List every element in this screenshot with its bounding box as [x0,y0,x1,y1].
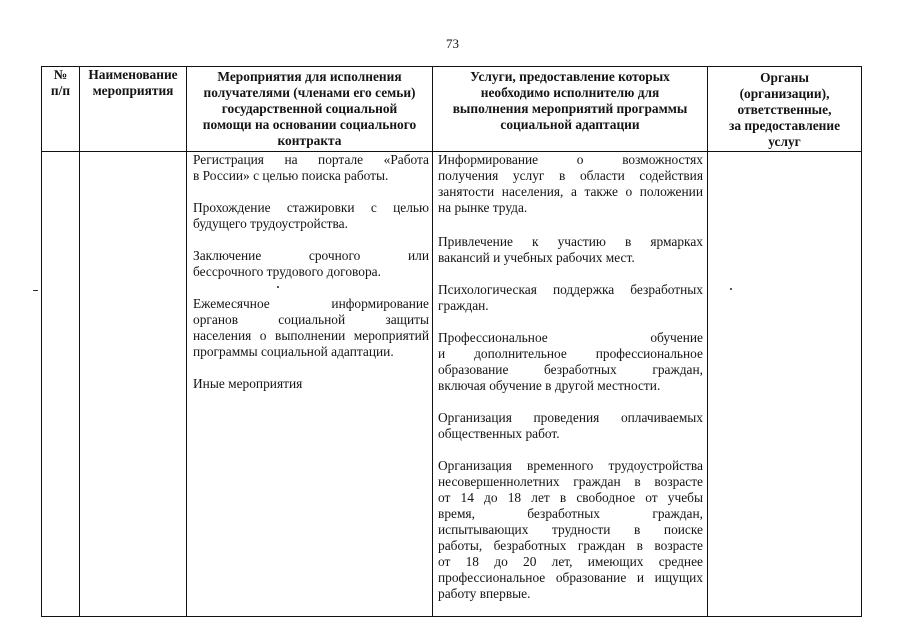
service-line: Профессиональное обучение [438,330,703,345]
activity-line: Заключение срочного или [193,248,429,263]
header-line: (организации), [739,86,830,101]
header-line: п/п [50,83,71,98]
service-line: включая обучение в другой местности. [438,378,661,393]
header-line: выполнения мероприятий программы [452,101,688,116]
service-line: на рынке труда. [438,200,528,215]
service-line: время, безработных граждан, [438,506,703,521]
header-line: услуг [768,134,801,149]
service-line: вакансий и учебных рабочих мест. [438,250,635,265]
cell-number [42,152,80,617]
activity-line: Регистрация на портале «Работа [193,152,429,167]
header-line: Услуги, предоставление которых [470,69,670,84]
header-line: Наименование [88,67,178,82]
cell-services [433,152,708,617]
service-line: и дополнительное профессиональное [438,346,703,361]
activity-line: Ежемесячное информирование [193,296,429,311]
service-line: от 18 до 20 лет, имеющих среднее [438,554,703,569]
activity-item [193,376,429,392]
cell-activities [187,152,433,617]
activity-line: будущего трудоустройства. [193,216,348,231]
service-line: работу впервые. [438,586,531,601]
activity-line: Прохождение стажировки с целью [193,200,429,215]
header-activities [187,67,433,152]
header-line: за предоставление [728,118,841,133]
service-item [438,152,703,216]
service-item [438,330,703,394]
service-line: профессиональное образование и ищущих [438,570,703,585]
service-line: граждан. [438,298,489,313]
activity-line: в России» с целью поиска работы. [193,168,389,183]
header-name [80,67,187,152]
activity-item [193,248,429,280]
header-line: помощи на основании социального [202,117,417,132]
activity-line: органов социальной защиты [193,312,429,327]
service-line: образование безработных граждан, [438,362,703,377]
activity-item [193,200,429,232]
cell-organs [708,152,862,617]
service-line: Информирование о возможностях [438,152,703,167]
header-line: необходимо исполнителю для [480,85,660,100]
header-line: № [53,67,68,82]
service-item [438,282,703,314]
service-line: работы, безработных граждан в возрасте [438,538,703,553]
service-line: Психологическая поддержка безработных [438,282,703,297]
header-line: мероприятия [92,83,174,98]
service-line: несовершеннолетних граждан в возрасте [438,474,703,489]
header-number [42,67,80,152]
cell-name [80,152,187,617]
activity-line: бессрочного трудового договора. [193,264,381,279]
page-number: 73 [446,36,459,51]
header-organs [708,67,862,152]
service-line: получения услуг в области содействия [438,168,703,183]
header-services [433,67,708,152]
service-line: Привлечение к участию в ярмарках [438,234,703,249]
scan-speck [33,290,38,291]
header-line: Органы [760,70,809,85]
service-line: испытывающих трудности в поиске [438,522,703,537]
header-line: ответственные, [737,102,832,117]
service-line: Организация временного трудоустройства [438,458,703,473]
service-line: Организация проведения оплачиваемых [438,410,703,425]
service-line: общественных работ. [438,426,560,441]
activity-item [193,296,429,360]
header-line: Мероприятия для исполнения [217,69,402,84]
service-item [438,458,703,602]
header-line: государственной социальной [221,101,398,116]
activities-table [41,66,862,617]
header-line: контракта [277,133,342,148]
header-line: получателями (членами его семьи) [203,85,416,100]
activity-line: программы социальной адаптации. [193,344,394,359]
service-item [438,410,703,442]
service-line: от 14 до 18 лет в свободное от учебы [438,490,703,505]
activity-line: Иные мероприятия [193,376,303,391]
activity-line: населения о выполнении мероприятий [193,328,429,343]
activity-item [193,152,429,184]
service-item [438,234,703,266]
scan-speck [277,286,279,288]
scan-speck [730,288,732,290]
service-line: занятости населения, а также о положении [438,184,703,199]
header-line: социальной адаптации [500,117,640,132]
